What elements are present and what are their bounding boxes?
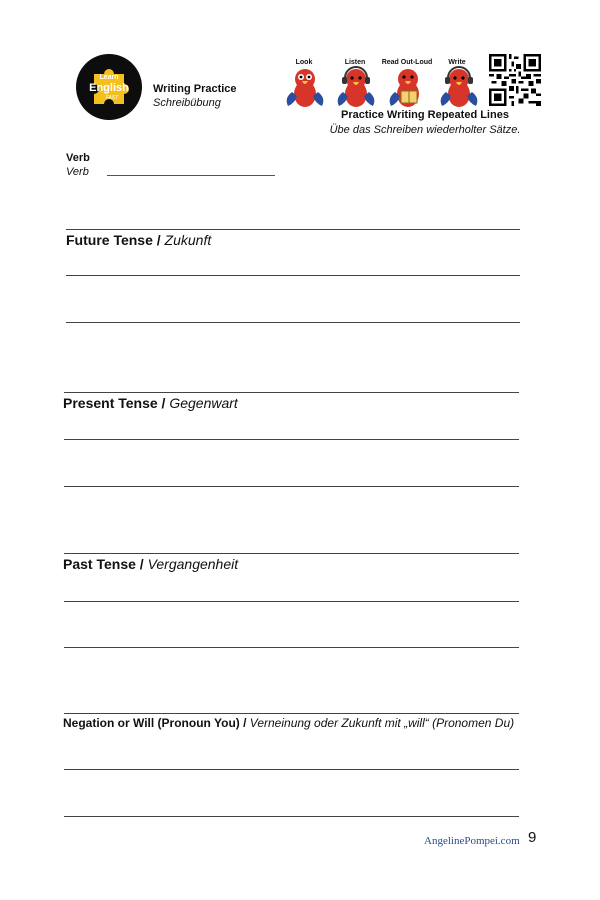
- writing-line[interactable]: [64, 713, 519, 714]
- verb-label: Verb: [66, 152, 90, 164]
- parrot-label-read: Read Out-Loud: [381, 59, 433, 66]
- writing-practice-subtitle: Schreibübung: [153, 97, 221, 109]
- writing-line[interactable]: [64, 439, 519, 440]
- verb-label-german: Verb: [66, 166, 89, 178]
- parrot-listen-icon: [334, 66, 378, 110]
- logo-text-fast: FAST: [105, 95, 119, 101]
- page-number: 9: [528, 829, 537, 846]
- learn-english-fast-logo: [76, 54, 142, 120]
- writing-line[interactable]: [64, 816, 519, 817]
- writing-line[interactable]: [64, 601, 519, 602]
- section-heading-negation: Negation or Will (Pronoun You) / Verneinung oder Zukunft mit „will“ (Pronomen Du): [63, 716, 515, 730]
- practice-title: Practice Writing Repeated Lines: [341, 109, 509, 121]
- qr-code-icon[interactable]: [489, 54, 541, 106]
- verb-write-line[interactable]: [107, 175, 275, 176]
- writing-line[interactable]: [64, 553, 519, 554]
- logo-text-english: English: [89, 82, 129, 94]
- section-heading-future: Future Tense / Zukunft: [66, 232, 212, 248]
- parrot-write-icon: [437, 66, 481, 110]
- writing-line[interactable]: [64, 486, 519, 487]
- writing-line[interactable]: [64, 392, 519, 393]
- parrot-read-icon: [386, 66, 430, 110]
- writing-line[interactable]: [66, 229, 520, 230]
- practice-subtitle: Übe das Schreiben wiederholter Sätze.: [329, 124, 521, 136]
- writing-practice-title: Writing Practice: [153, 83, 237, 95]
- parrot-label-look: Look: [295, 59, 313, 66]
- writing-line[interactable]: [66, 322, 520, 323]
- parrot-look-icon: [283, 66, 327, 110]
- website-link[interactable]: AngelinePompei.com: [424, 835, 520, 847]
- section-heading-present: Present Tense / Gegenwart: [63, 395, 238, 411]
- parrot-label-listen: Listen: [344, 59, 366, 66]
- writing-line[interactable]: [64, 647, 519, 648]
- writing-line[interactable]: [64, 769, 519, 770]
- logo-text-learn: Learn: [99, 74, 119, 81]
- section-heading-past: Past Tense / Vergangenheit: [63, 556, 239, 572]
- parrot-label-write: Write: [448, 59, 466, 66]
- writing-line[interactable]: [66, 275, 520, 276]
